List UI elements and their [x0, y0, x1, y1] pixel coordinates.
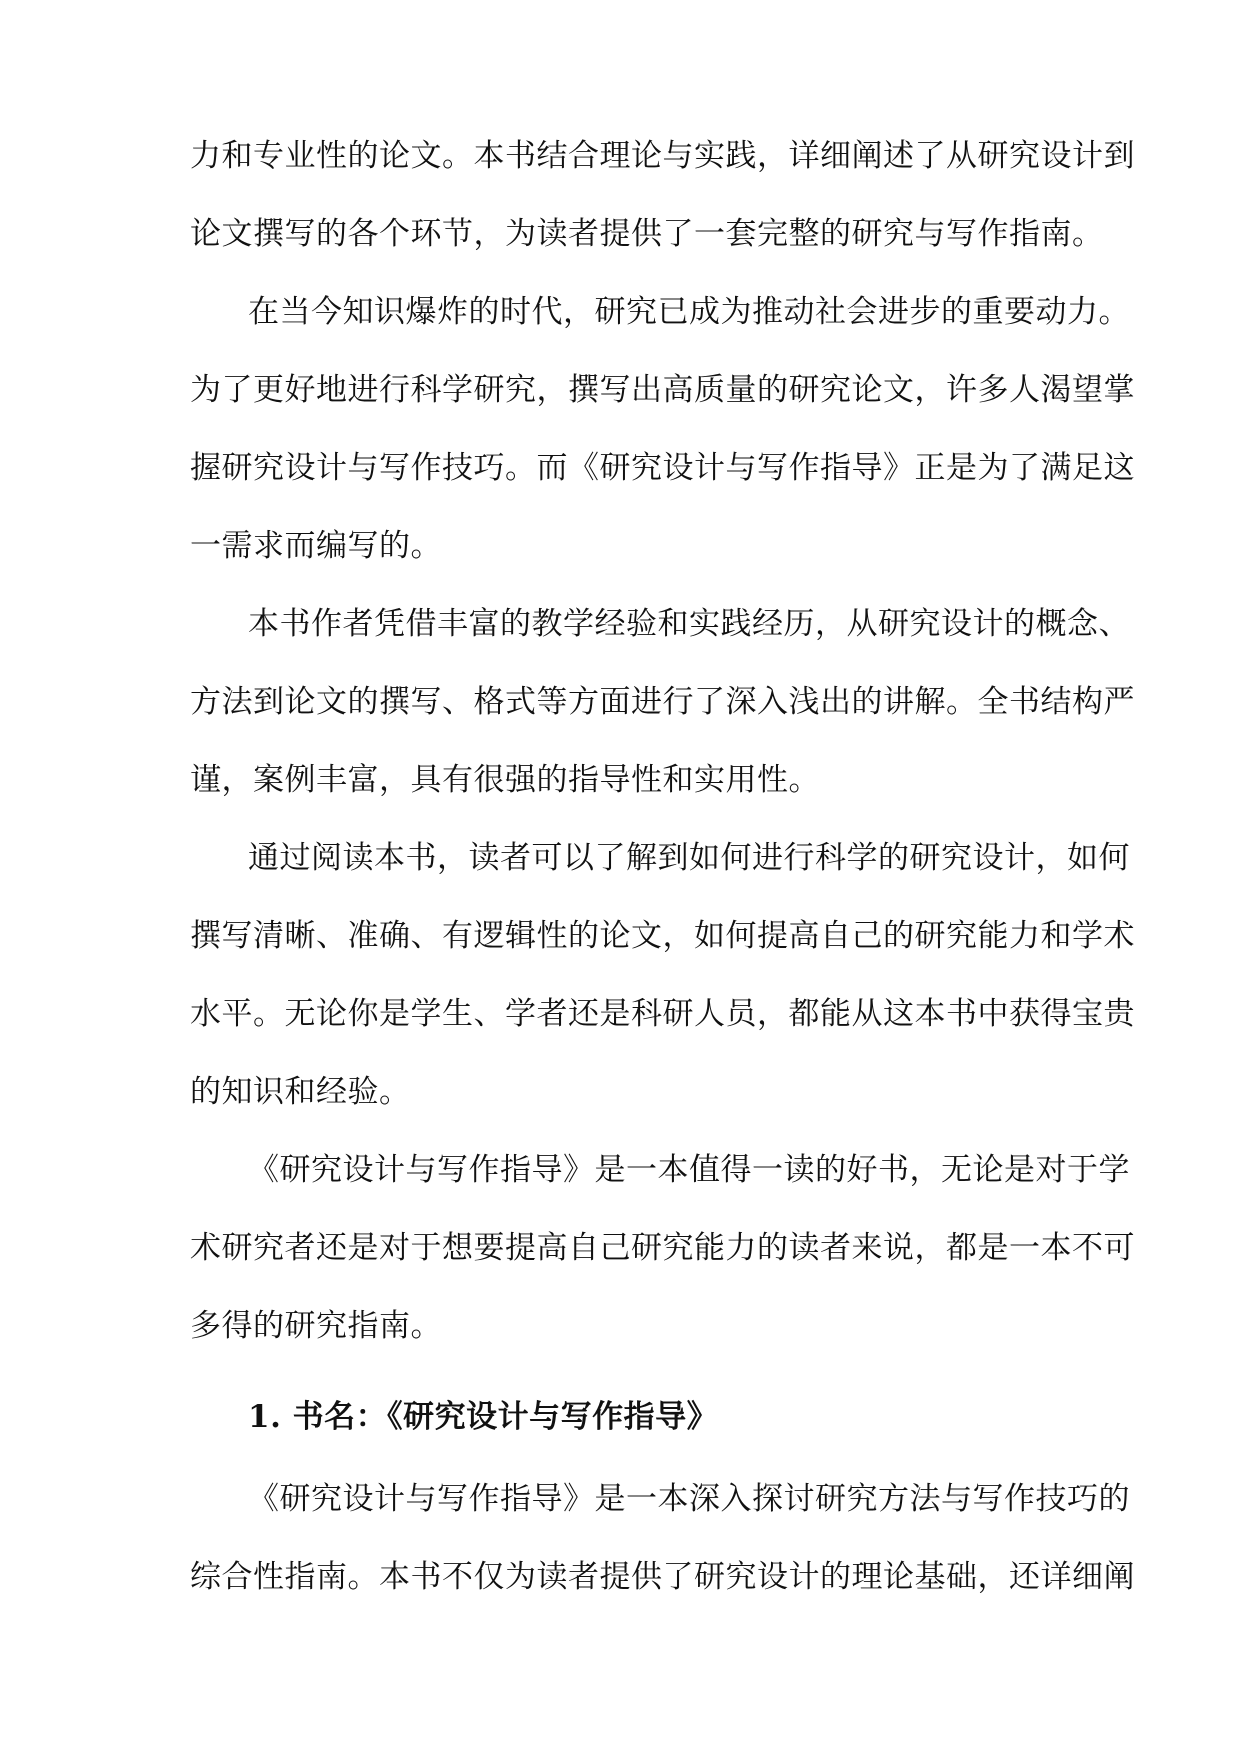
paragraph-line: 为了更好地进行科学研究，撰写出高质量的研究论文，许多人渴望掌 [190, 372, 1135, 408]
paragraph-line: 水平。无论你是学生、学者还是科研人员，都能从这本书中获得宝贵 [190, 996, 1135, 1032]
paragraph-line: 方法到论文的撰写、格式等方面进行了深入浅出的讲解。全书结构严 [190, 684, 1135, 720]
paragraph-line: 综合性指南。本书不仅为读者提供了研究设计的理论基础，还详细阐 [190, 1559, 1135, 1595]
paragraph-line: 论文撰写的各个环节，为读者提供了一套完整的研究与写作指南。 [190, 216, 1104, 252]
paragraph-line: 力和专业性的论文。本书结合理论与实践，详细阐述了从研究设计到 [190, 138, 1135, 174]
paragraph-line: 的知识和经验。 [190, 1074, 411, 1110]
paragraph-line: 握研究设计与写作技巧。而《研究设计与写作指导》正是为了满足这 [190, 450, 1135, 486]
paragraph-line: 通过阅读本书，读者可以了解到如何进行科学的研究设计，如何 [248, 840, 1130, 876]
paragraph-line: 术研究者还是对于想要提高自己研究能力的读者来说，都是一本不可 [190, 1230, 1135, 1266]
paragraph-line: 《研究设计与写作指导》是一本深入探讨研究方法与写作技巧的 [248, 1481, 1130, 1517]
section-heading: 1. 书名：《研究设计与写作指导》 [248, 1399, 719, 1435]
paragraph-line: 本书作者凭借丰富的教学经验和实践经历，从研究设计的概念、 [248, 606, 1130, 642]
paragraph-line: 一需求而编写的。 [190, 528, 442, 564]
paragraph-line: 谨，案例丰富，具有很强的指导性和实用性。 [190, 762, 820, 798]
paragraph-line: 《研究设计与写作指导》是一本值得一读的好书，无论是对于学 [248, 1152, 1130, 1188]
paragraph-line: 多得的研究指南。 [190, 1308, 442, 1344]
paragraph-line: 撰写清晰、准确、有逻辑性的论文，如何提高自己的研究能力和学术 [190, 918, 1135, 954]
paragraph-line: 在当今知识爆炸的时代，研究已成为推动社会进步的重要动力。 [248, 294, 1130, 330]
